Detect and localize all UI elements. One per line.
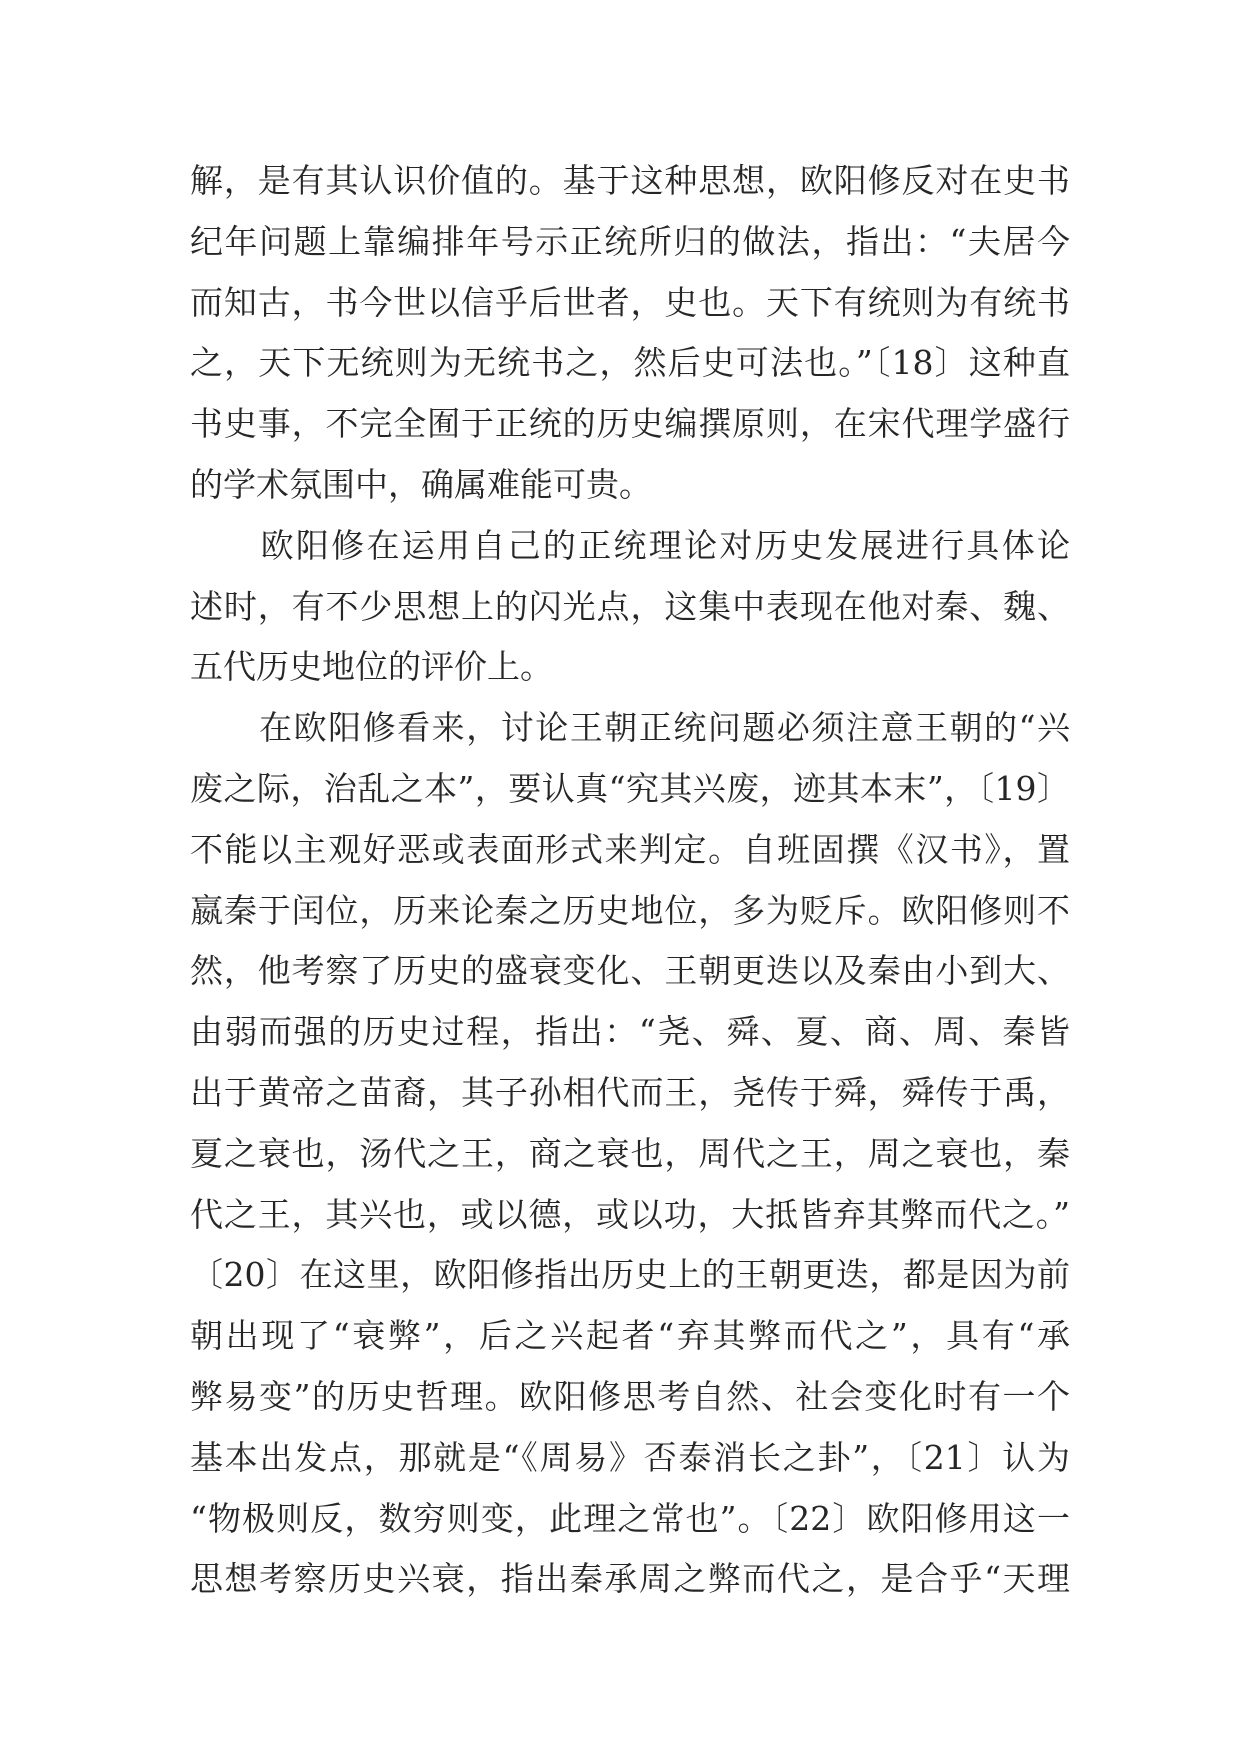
text-line: 〔20〕在这里，欧阳修指出历史上的王朝更迭，都是因为前 (190, 1255, 1070, 1295)
text-line: 代之王，其兴也，或以德，或以功，大抵皆弃其弊而代之。” (190, 1194, 1070, 1234)
text-line: 出于黄帝之苗裔，其子孙相代而王，尧传于舜，舜传于禹， (190, 1072, 1070, 1112)
text-line: 之，天下无统则为无统书之，然后史可法也。”〔18〕这种直 (190, 343, 1070, 383)
text-line: 夏之衰也，汤代之王，商之衰也，周代之王，周之衰也，秦 (190, 1133, 1070, 1173)
text-line: 基本出发点，那就是“《周易》否泰消长之卦”，〔21〕认为 (190, 1437, 1070, 1477)
text-line: 废之际，治乱之本”，要认真“究其兴废，迹其本末”，〔19〕 (190, 768, 1070, 808)
text-line: 在欧阳修看来，讨论王朝正统问题必须注意王朝的“兴 (190, 708, 1070, 748)
text-line: 思想考察历史兴衰，指出秦承周之弊而代之，是合乎“天理 (190, 1559, 1070, 1599)
text-line: 五代历史地位的评价上。 (190, 647, 553, 687)
text-line: 然，他考察了历史的盛衰变化、王朝更迭以及秦由小到大、 (190, 951, 1070, 991)
text-line: 由弱而强的历史过程，指出：“尧、舜、夏、商、周、秦皆 (190, 1012, 1070, 1052)
text-line: 述时，有不少思想上的闪光点，这集中表现在他对秦、魏、 (190, 586, 1070, 626)
text-line: 嬴秦于闰位，历来论秦之历史地位，多为贬斥。欧阳修则不 (190, 890, 1070, 930)
text-line: 而知古，书今世以信乎后世者，史也。天下有统则为有统书 (190, 282, 1070, 322)
text-line: 书史事，不完全囿于正统的历史编撰原则，在宋代理学盛行 (190, 404, 1070, 444)
text-line: 不能以主观好恶或表面形式来判定。自班固撰《汉书》，置 (190, 829, 1070, 869)
text-line: 朝出现了“衰弊”，后之兴起者“弃其弊而代之”，具有“承 (190, 1316, 1070, 1356)
text-body (190, 151, 1070, 1610)
text-line: “物极则反，数穷则变，此理之常也”。〔22〕欧阳修用这一 (190, 1498, 1070, 1538)
text-line: 纪年问题上靠编排年号示正统所归的做法，指出：“夫居今 (190, 221, 1070, 261)
text-line: 欧阳修在运用自己的正统理论对历史发展进行具体论 (190, 525, 1070, 565)
text-line: 弊易变”的历史哲理。欧阳修思考自然、社会变化时有一个 (190, 1376, 1070, 1416)
text-line: 的学术氛围中，确属难能可贵。 (190, 464, 652, 504)
text-line: 解，是有其认识价值的。基于这种思想，欧阳修反对在史书 (190, 161, 1070, 200)
